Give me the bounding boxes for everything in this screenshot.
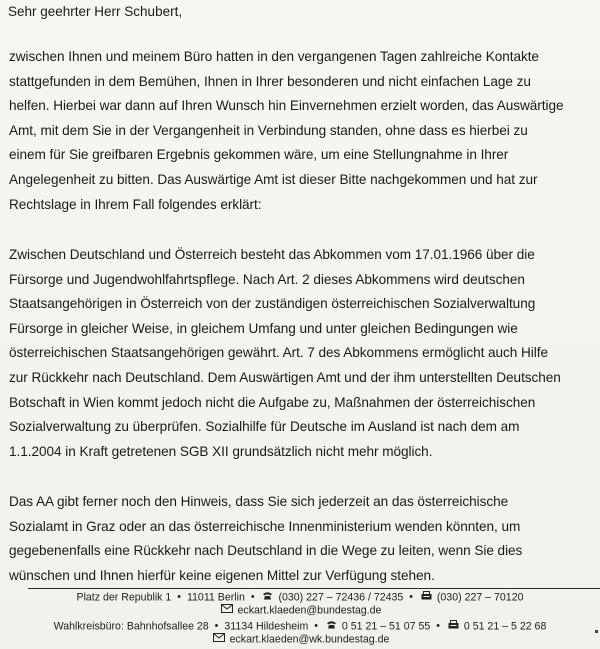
footer-wk-phone: 0 51 21 – 51 07 55 <box>341 620 431 633</box>
footer-bullet: • <box>177 591 181 604</box>
scan-speck <box>595 630 598 633</box>
text-line: wünschen und Ihnen hierfür keine eigenen Mittel zur Verfügung stehen. <box>9 567 435 583</box>
text-line: stattgefunden in dem Bemühen, Ihnen in Ihrer besonderen und nicht einfachen Lage zu <box>9 73 531 89</box>
footer-bullet: • <box>214 620 219 633</box>
fax-icon <box>421 591 432 604</box>
text-line: Sozialverwaltung zu überprüfen. Sozialhilfe für Deutsche im Ausland ist nach dem am <box>9 419 520 435</box>
footer-divider <box>28 588 600 589</box>
text-line: österreichischen Staatsangehörigen gewährt. Art. 7 des Abkommens ermöglicht auch Hilfe <box>9 345 548 361</box>
footer-bullet: • <box>436 620 440 633</box>
text-line: Botschaft in Wien kommt jedoch nicht die Aufgabe zu, Maßnahmen der österreichischen <box>9 394 536 410</box>
text-line: Fürsorge und Jugendwohlfahrtspflege. Nach Art. 2 dieses Abkommens wird deutschen <box>9 271 525 287</box>
footer-berlin-email[interactable]: eckart.klaeden@bundestag.de <box>237 604 382 617</box>
text-line: Angelegenheit zu bitten. Das Auswärtige Amt ist dieser Bitte nachgekommen und hat zur <box>9 171 538 187</box>
text-line: Amt, mit dem Sie in der Vergangenheit in Verbindung standen, ohne dass es hierbei zu <box>9 122 528 138</box>
footer-berlin-phone: (030) 227 – 72436 / 72435 <box>278 591 404 604</box>
text-line: zwischen Ihnen und meinem Büro hatten in den vergangenen Tagen zahlreiche Kontakte <box>9 49 539 64</box>
text-line: Fürsorge in gleicher Weise, in gleichem Umfang und unter gleichen Bedingungen wie <box>9 320 518 336</box>
salutation: Sehr geehrter Herr Schubert, <box>8 4 183 19</box>
fax-icon <box>448 620 459 633</box>
text-line: Zwischen Deutschland und Österreich besteht das Abkommen vom 17.01.1966 über die <box>9 247 535 262</box>
footer-wk-prefix: Wahlkreisbüro: Bahnhofsallee 28 <box>53 620 209 633</box>
text-line: zur Rückkehr nach Deutschland. Dem Auswärtigen Amt und der ihm unterstellten Deutschen <box>9 369 561 385</box>
paragraph-1 <box>9 45 595 217</box>
footer-berlin-city: 11011 Berlin <box>186 591 245 604</box>
text-line: helfen. Hierbei war dann auf Ihren Wunsch hin Einvernehmen erzielt worden, das Auswärtige <box>9 98 564 114</box>
footer-berlin-email-line <box>0 604 600 617</box>
footer-berlin-address: Platz der Republik 1 <box>76 591 172 604</box>
paragraph-3 <box>9 490 595 588</box>
footer-berlin-line <box>0 591 600 604</box>
text-line: 1.1.2004 in Kraft getretenen SGB XII grundsätzlich nicht mehr möglich. <box>9 443 433 459</box>
footer-wk-email[interactable]: eckart.klaeden@wk.bundestag.de <box>229 633 390 646</box>
footer-wk-city: 31134 Hildesheim <box>224 620 309 633</box>
text-line: Staatsangehörigen in Österreich von der zuständigen österreichischen Sozialverwaltung <box>9 296 536 312</box>
phone-icon <box>262 591 273 604</box>
footer-berlin-fax: (030) 227 – 70120 <box>436 591 524 604</box>
paragraph-2 <box>9 243 595 464</box>
email-icon <box>213 633 225 646</box>
footer-bullet: • <box>409 591 413 604</box>
footer-wk-fax: 0 51 21 – 5 22 68 <box>463 620 547 633</box>
text-line: gegebenenfalls eine Rückkehr nach Deutschland in die Wege zu leiten, wenn Sie dies <box>9 543 523 559</box>
footer-wahlkreis-line <box>0 620 600 633</box>
text-line: Sozialamt in Graz oder an das österreichische Innenministerium wenden könnten, um <box>9 518 521 534</box>
phone-icon <box>326 620 337 633</box>
footer-wahlkreis-email-line <box>0 633 600 646</box>
text-line: Rechtslage in Ihrem Fall folgendes erklärt: <box>9 196 262 212</box>
text-line: einem für Sie greifbaren Ergebnis gekommen wäre, um eine Stellungnahme in Ihrer <box>9 147 509 163</box>
text-line: Das AA gibt ferner noch den Hinweis, dass Sie sich jederzeit an das österreichische <box>9 494 509 509</box>
email-icon <box>221 604 233 617</box>
footer-bullet: • <box>314 620 319 633</box>
footer-bullet: • <box>250 591 255 604</box>
